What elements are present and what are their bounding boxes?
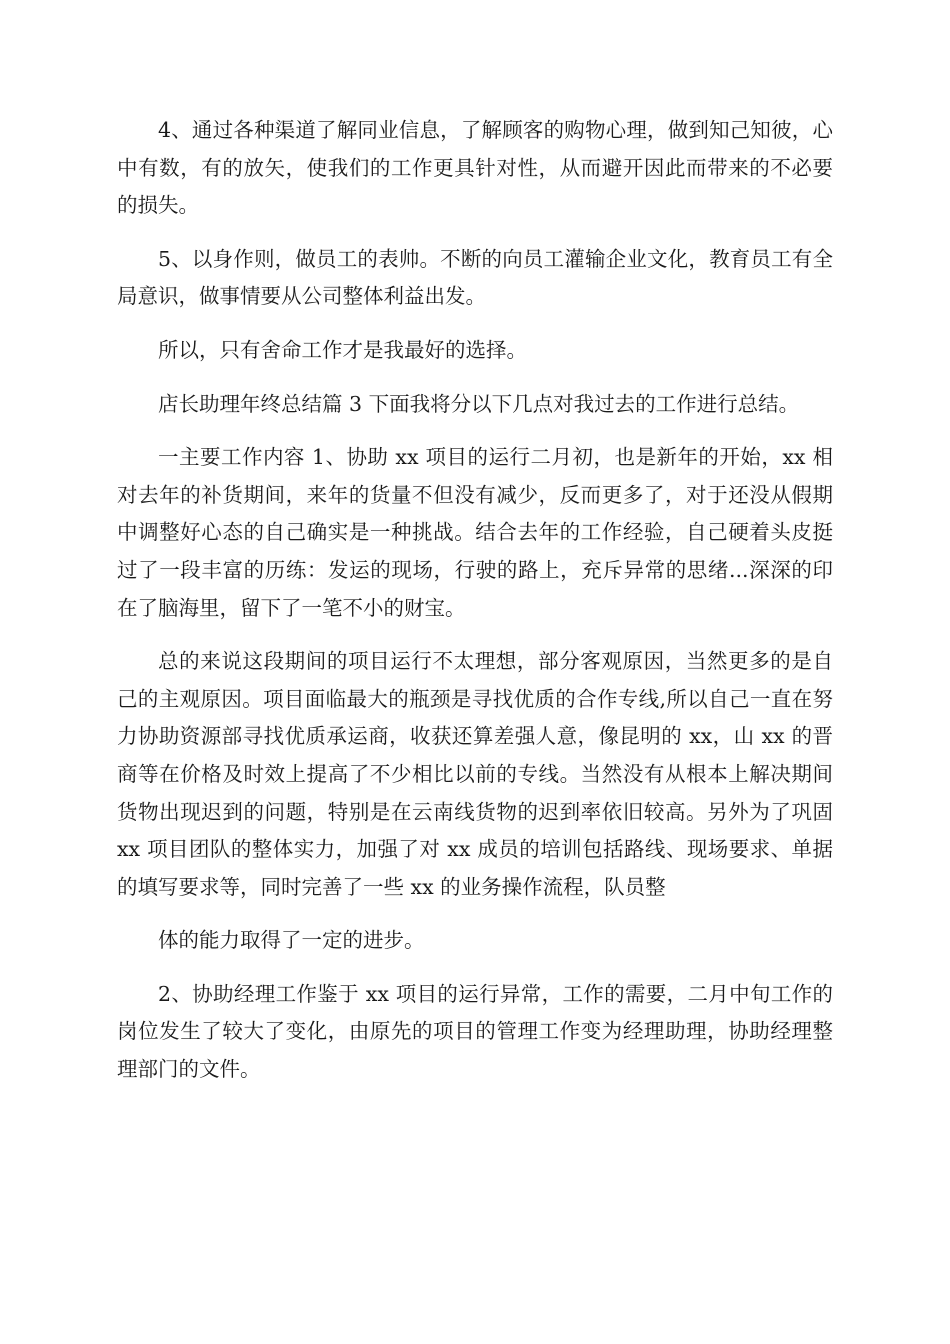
paragraph-progress: 体的能力取得了一定的进步。 (158, 928, 425, 953)
document-body (117, 112, 833, 1105)
paragraph-item-4: 4、通过各种渠道了解同业信息，了解顾客的购物心理，做到知己知彼，心中有数，有的放矢，使我们的工作更具针对性，从而避开因此而带来的不必要的损失。 (117, 118, 833, 218)
paragraph-item-5: 5、以身作则，做员工的表帅。不断的向员工灌输企业文化，教育员工有全局意识，做事情要从公司整体利益出发。 (117, 246, 833, 309)
paragraph-main-work-2: 2、协助经理工作鉴于 xx 项目的运行异常，工作的需要，二月中旬工作的岗位发生了较大了变化，由原先的项目的管理工作变为经理助理，协助经理整理部门的文件。 (117, 981, 833, 1082)
paragraph-conclusion: 所以，只有舍命工作才是我最好的选择。 (158, 337, 527, 362)
paragraph-project-summary: 总的来说这段期间的项目运行不太理想，部分客观原因，当然更多的是自己的主观原因。项目面临最大的瓶颈是寻找优质的合作专线,所以自己一直在努力协助资源部寻找优质承运商，收获还算差强人意，像昆明的 xx，山 xx 的晋商等在价格及时效上提高了不少相比以前的专线。当然没有从根本上解决期间货物出现迟到的问题，特别是在云南线货物的迟到率依旧较高。另外为了巩固 xx 项目团队的整体实力，加强了对 xx 成员的培训包括路线、现场要求、单据的填写要求等，同时完善了一些 xx 的业务操作流程，队员整 (117, 649, 833, 899)
paragraph-section-heading: 店长助理年终总结篇 3 下面我将分以下几点对我过去的工作进行总结。 (158, 391, 800, 416)
paragraph-main-work-1: 一主要工作内容 1、协助 xx 项目的运行二月初，也是新年的开始，xx 相对去年的补货期间，来年的货量不但没有减少，反而更多了，对于还没从假期中调整好心态的自己确实是一种挑战。结合去年的工作经验，自己硬着头皮挺过了一段丰富的历练：发运的现场，行驶的路上，充斥异常的思绪...深深的印在了脑海里，留下了一笔不小的财宝。 (117, 445, 833, 620)
